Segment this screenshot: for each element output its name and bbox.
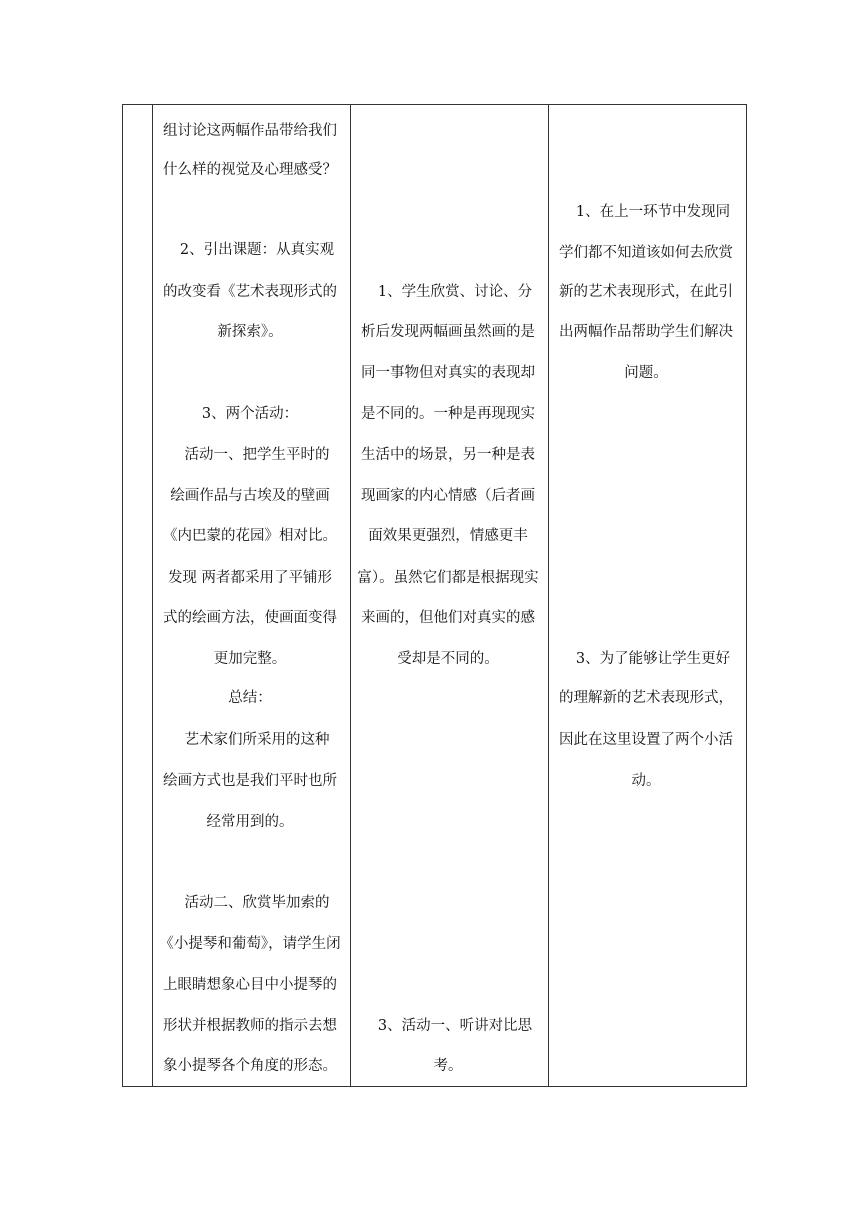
text-line: 的理解新的艺术表现形式， [559,690,733,706]
text-line: 新的艺术表现形式，在此引 [559,284,733,300]
text-line: 问题。 [624,365,668,381]
text-line: 3、活动一、听讲对比思 [377,1018,533,1034]
text-line: 来画的，但他们对真实的感 [361,610,535,626]
text-line: 象小提琴各个角度的形态。 [163,1058,337,1074]
text-line: 上眼睛想象心目中小提琴的 [163,977,337,993]
design-intent-cell [548,105,746,1086]
text-line: 同一事物但对真实的表现却 [361,365,535,381]
text-line: 《小提琴和葡萄》，请学生闭 [159,936,341,952]
text-line: 绘画方式也是我们平时也所 [163,773,337,789]
text-line: 艺术家们所采用的这种 [184,732,330,748]
text-line: 的改变看《艺术表现形式的 [163,284,337,300]
text-line: 出两幅作品帮助学生们解决 [559,324,733,340]
student-activity-cell [350,105,548,1086]
text-line: 发现 两者都采用了平铺形 [167,570,333,586]
text-line: 考。 [433,1058,463,1074]
text-line: 新探索》。 [217,324,283,340]
text-line: 动。 [631,773,661,789]
text-line: 2、引出课题：从真实观 [179,242,335,258]
text-line: 1、在上一环节中发现同 [575,204,731,220]
text-line: 受却是不同的。 [397,651,499,667]
text-line: 活动一、把学生平时的 [184,447,330,463]
text-line: 什么样的视觉及心理感受？ [163,162,337,178]
text-line: 是不同的。一种是再现现实 [361,406,535,422]
text-line: 总结： [228,690,272,706]
text-line: 学们都不知道该如何去欣赏 [559,245,733,261]
text-line: 经常用到的。 [206,814,294,830]
text-line: 因此在这里设置了两个小活 [559,732,733,748]
teacher-activity-cell [152,105,350,1086]
text-line: 生活中的场景，另一种是表 [361,447,535,463]
text-line: 面效果更强烈，情感更丰 [368,528,528,544]
text-line: 《内巴蒙的花园》相对比。 [163,528,337,544]
text-line: 式的绘画方法，使画面变得 [163,610,337,626]
text-line: 形状并根据教师的指示去想 [163,1018,337,1034]
text-line: 更加完整。 [213,651,287,667]
text-line: 析后发现两幅画虽然画的是 [361,324,535,340]
text-line: 绘画作品与古埃及的壁画 [170,488,330,504]
text-line: 3、为了能够让学生更好 [575,651,731,667]
text-line: 组讨论这两幅作品带给我们 [163,123,337,139]
text-line: 3、两个活动： [201,406,299,422]
text-line: 活动二、欣赏毕加索的 [184,895,330,911]
text-line: 现画家的内心情感（后者画 [361,488,535,504]
text-line: 1、学生欣赏、讨论、分 [377,284,533,300]
lesson-plan-table [122,104,747,1087]
text-line: 富）。虽然它们都是根据现实 [357,570,539,586]
